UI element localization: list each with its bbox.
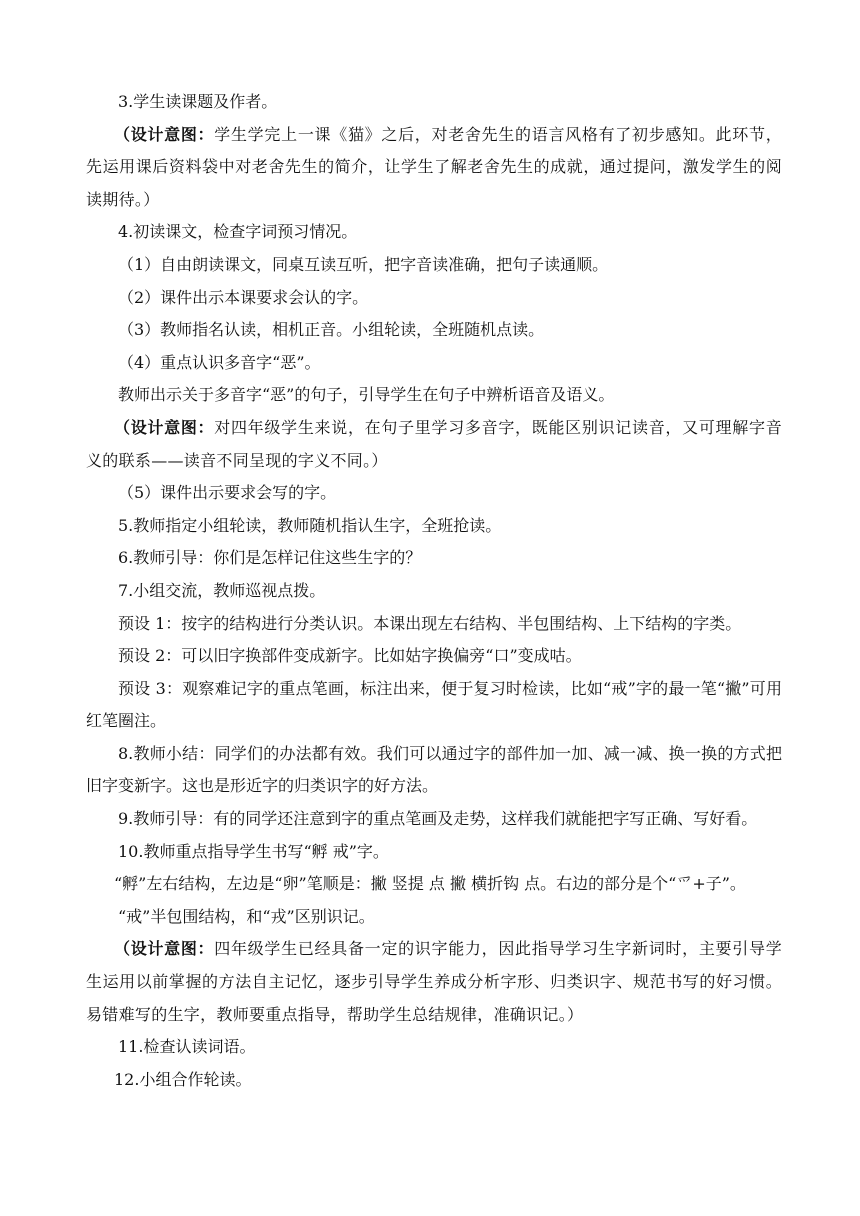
paragraph-step-4: 4.初读课文，检查字词预习情况。 <box>118 222 358 242</box>
design-intent-1 <box>86 119 782 217</box>
paragraph-preset-1: 预设 1：按字的结构进行分类认识。本课出现左右结构、半包围结构、上下结构的字类。 <box>118 613 742 633</box>
paragraph-preset-2: 预设 2：可以旧字换部件变成新字。比如姑字换偏旁“口”变成咕。 <box>118 646 582 666</box>
paragraph-jie-character: “戒”半包围结构，和“戎”区别识记。 <box>118 906 375 926</box>
paragraph-preset-3: 预设 3：观察难记字的重点笔画，标注出来，便于复习时检读，比如“戒”字的最一笔“撇”可用红笔圈注。 <box>86 678 782 731</box>
paragraph-polyphone: 教师出示关于多音字“恶”的句子，引导学生在句子中辨析语音及语义。 <box>118 385 615 405</box>
paragraph-sub-2: （2）课件出示本课要求会认的字。 <box>118 287 369 307</box>
paragraph-sub-4: （4）重点认识多音字“恶”。 <box>118 352 321 372</box>
paragraph-sub-3: （3）教师指名认读，相机正音。小组轮读，全班随机点读。 <box>118 320 545 340</box>
paragraph-sub-5: （5）课件出示要求会写的字。 <box>118 483 337 503</box>
design-intent-2 <box>86 412 782 477</box>
paragraph-step-6: 6.教师引导：你们是怎样记住这些生字的？ <box>118 548 422 568</box>
design-intent-label: （设计意图： <box>114 417 215 437</box>
design-intent-3 <box>86 933 782 1031</box>
paragraph-step-7: 7.小组交流，教师巡视点拨。 <box>118 580 326 600</box>
paragraph-step-12: 12.小组合作轮读。 <box>114 1069 252 1089</box>
paragraph-step-9: 9.教师引导：有的同学还注意到字的重点笔画及走势，这样我们就能把字写正确、写好看。 <box>118 809 758 829</box>
design-intent-text: 学生学完上一课《猫》之后，对老舍先生的语言风格有了初步感知。此环节，先运用课后资料袋中对老舍先生的简介，让学生了解老舍先生的成就，通过提问，激发学生的阅读期待。） <box>86 124 782 209</box>
paragraph-sub-1: （1）自由朗读课文，同桌互读互听，把字音读准确，把句子读通顺。 <box>118 254 609 274</box>
paragraph-step-8: 8.教师小结：同学们的办法都有效。我们可以通过字的部件加一加、减一减、换一换的方式把旧字变新字。这也是形近字的归类识字的好方法。 <box>86 743 782 796</box>
paragraph-step-3: 3.学生读课题及作者。 <box>118 92 278 111</box>
paragraph-step-5: 5.教师指定小组轮读，教师随机指认生字，全班抢读。 <box>118 515 502 535</box>
paragraph-step-11: 11.检查认读词语。 <box>118 1037 256 1057</box>
design-intent-label: （设计意图： <box>114 939 215 959</box>
design-intent-label: （设计意图： <box>114 124 215 144</box>
paragraph-step-10: 10.教师重点指导学生书写“孵 戒”字。 <box>118 841 389 861</box>
paragraph-fu-character: “孵”左右结构，左边是“卵”笔顺是：撇 竖提 点 撇 横折钩 点。右边的部分是个“爫+子”。 <box>114 874 746 894</box>
design-intent-text: 对四年级学生来说，在句子里学习多音字，既能区别识记读音，又可理解字音义的联系——读音不同呈现的字义不同。） <box>86 417 782 470</box>
design-intent-text: 四年级学生已经具备一定的识字能力，因此指导学习生字新词时，主要引导学生运用以前掌握的方法自主记忆，逐步引导学生养成分析字形、归类识字、规范书写的好习惯。易错难写的生字，教师要重点指导，帮助学生总结规律，准确识记。） <box>86 939 782 1024</box>
